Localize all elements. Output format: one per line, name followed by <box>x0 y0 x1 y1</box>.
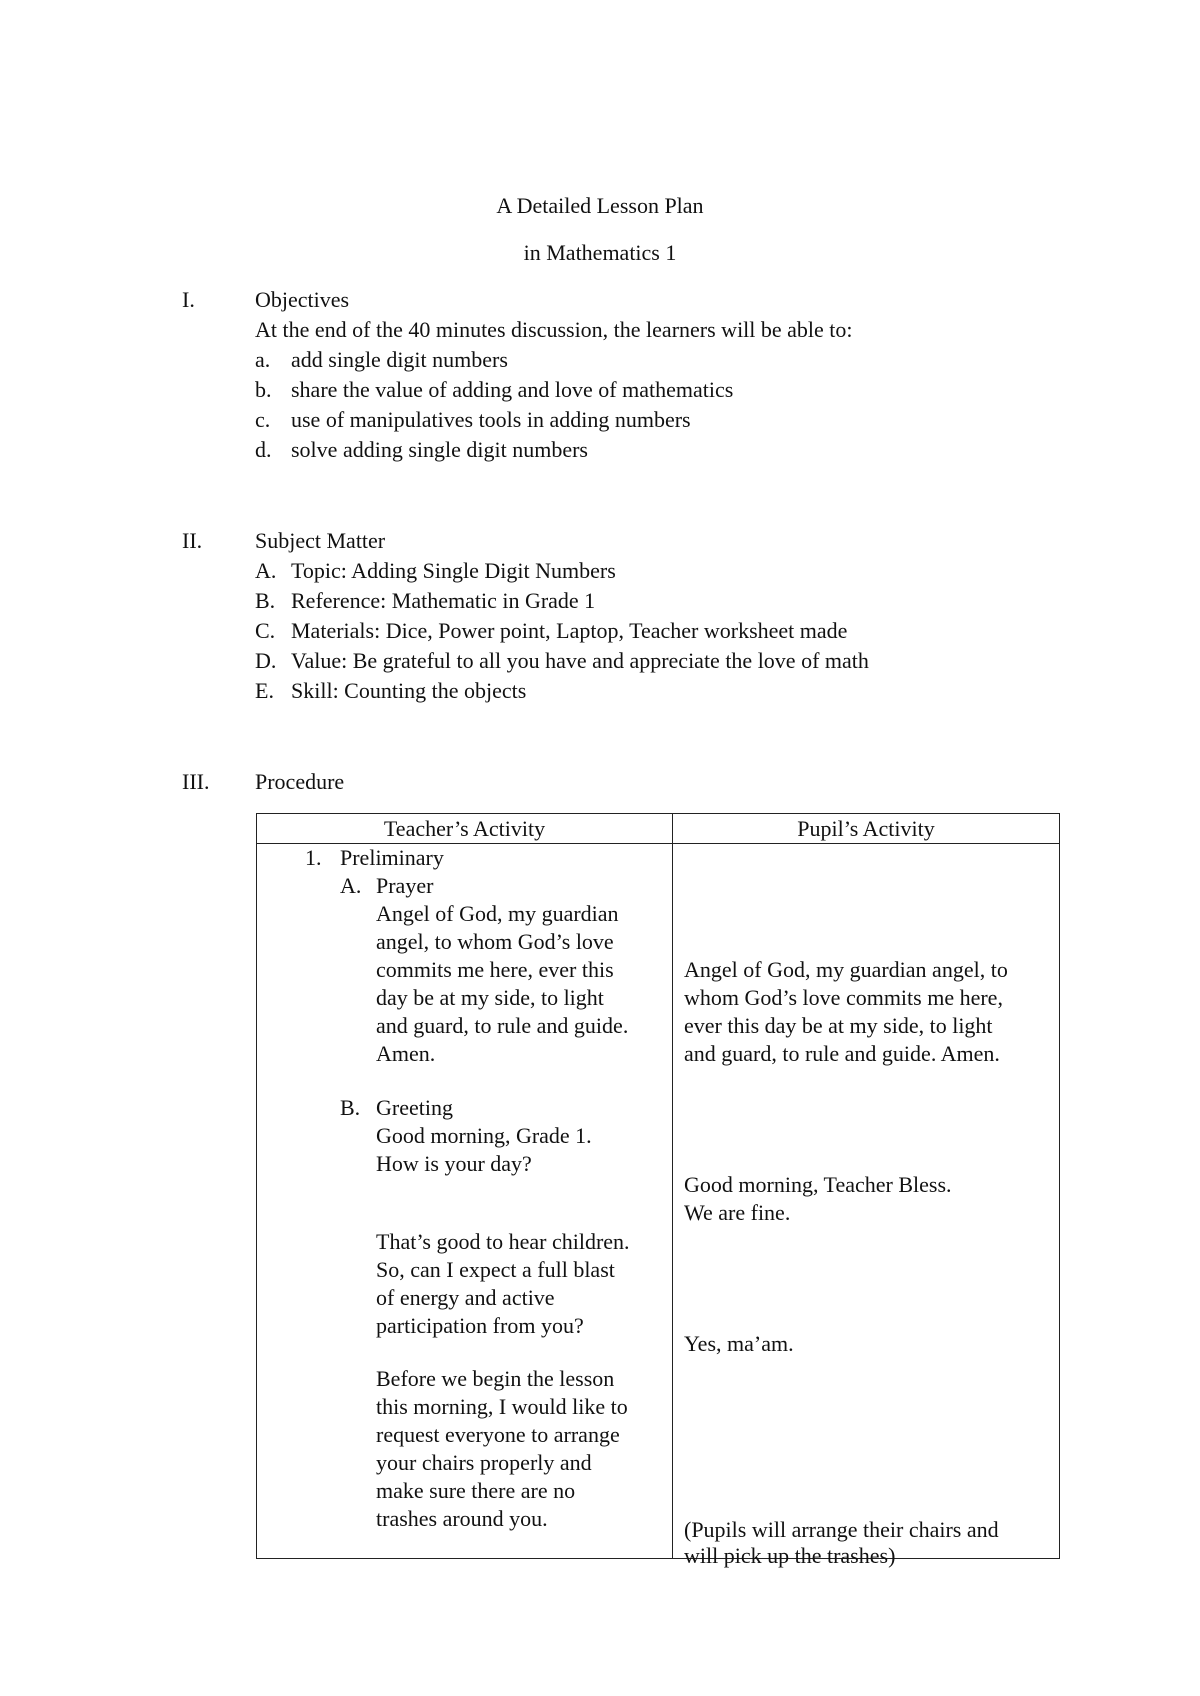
objective-label: b. <box>255 377 272 402</box>
pupil-prayer-line: and guard, to rule and guide. Amen. <box>684 1041 1000 1066</box>
teacher-instruction-line: trashes around you. <box>376 1506 548 1531</box>
section-numeral-procedure: III. <box>182 769 210 794</box>
objective-item: solve adding single digit numbers <box>291 437 588 462</box>
prayer-label: A. <box>340 873 362 898</box>
pupil-prayer-line: Angel of God, my guardian angel, to <box>684 957 1008 982</box>
teacher-followup-line: participation from you? <box>376 1313 584 1338</box>
subject-matter-item: Materials: Dice, Power point, Laptop, Teacher worksheet made <box>291 618 848 643</box>
teacher-followup-line: That’s good to hear children. <box>376 1229 630 1254</box>
greeting-label: B. <box>340 1095 361 1120</box>
table-header-row <box>257 814 1060 844</box>
greeting-heading: Greeting <box>376 1095 453 1120</box>
pupil-prayer-line: whom God’s love commits me here, <box>684 985 1003 1010</box>
teacher-instruction-line: request everyone to arrange <box>376 1422 620 1447</box>
section-heading-objectives: Objectives <box>255 287 350 312</box>
pupil-answer-line: Yes, ma’am. <box>684 1331 794 1356</box>
teacher-instruction-line: this morning, I would like to <box>376 1394 628 1419</box>
subject-matter-label: B. <box>255 588 276 613</box>
teacher-instruction-line: your chairs properly and <box>376 1450 592 1475</box>
document-title: A Detailed Lesson Plan <box>496 193 704 218</box>
teacher-prayer-line: angel, to whom God’s love <box>376 929 614 954</box>
pupil-action-line: (Pupils will arrange their chairs and <box>684 1517 999 1542</box>
subject-matter-label: D. <box>255 648 277 673</box>
section-heading-subject-matter: Subject Matter <box>255 528 386 553</box>
objectives-intro: At the end of the 40 minutes discussion, the learners will be able to: <box>255 317 853 342</box>
objective-label: a. <box>255 347 271 372</box>
pupil-prayer-line: ever this day be at my side, to light <box>684 1013 993 1038</box>
objective-item: share the value of adding and love of mathematics <box>291 377 734 402</box>
section-numeral-subject-matter: II. <box>182 528 203 553</box>
pupil-greeting-line: Good morning, Teacher Bless. <box>684 1172 952 1197</box>
subject-matter-item: Reference: Mathematic in Grade 1 <box>291 588 596 613</box>
procedure-table <box>256 813 1060 1568</box>
pupil-action-line: will pick up the trashes) <box>684 1543 896 1568</box>
subject-matter-label: C. <box>255 618 276 643</box>
pupil-greeting-line: We are fine. <box>684 1200 791 1225</box>
header-pupil-activity: Pupil’s Activity <box>673 814 1060 844</box>
section-numeral-objectives: I. <box>182 287 195 312</box>
teacher-activity-cell <box>257 844 673 1559</box>
subject-matter-item: Value: Be grateful to all you have and appreciate the love of math <box>291 648 869 673</box>
header-teacher-activity: Teacher’s Activity <box>257 814 673 844</box>
section-heading-procedure: Procedure <box>255 769 345 794</box>
teacher-prayer-line: commits me here, ever this <box>376 957 614 982</box>
teacher-followup-line: of energy and active <box>376 1285 555 1310</box>
objective-label: c. <box>255 407 271 432</box>
preliminary-number: 1. <box>305 845 322 870</box>
teacher-greeting-line: How is your day? <box>376 1151 532 1176</box>
subject-matter-item: Topic: Adding Single Digit Numbers <box>291 558 616 583</box>
teacher-prayer-line: Angel of God, my guardian <box>376 901 619 926</box>
subject-matter-item: Skill: Counting the objects <box>291 678 527 703</box>
objective-item: use of manipulatives tools in adding numbers <box>291 407 691 432</box>
teacher-prayer-line: day be at my side, to light <box>376 985 604 1010</box>
subject-matter-label: E. <box>255 678 274 703</box>
teacher-instruction-line: Before we begin the lesson <box>376 1366 615 1391</box>
preliminary-heading: Preliminary <box>340 845 444 870</box>
teacher-followup-line: So, can I expect a full blast <box>376 1257 615 1282</box>
teacher-prayer-line: Amen. <box>376 1041 436 1066</box>
prayer-heading: Prayer <box>376 873 434 898</box>
objective-label: d. <box>255 437 272 462</box>
pupil-activity-cell <box>673 844 1060 1568</box>
document-subtitle: in Mathematics 1 <box>523 240 677 265</box>
subject-matter-label: A. <box>255 558 277 583</box>
teacher-prayer-line: and guard, to rule and guide. <box>376 1013 629 1038</box>
objective-item: add single digit numbers <box>291 347 508 372</box>
teacher-greeting-line: Good morning, Grade 1. <box>376 1123 592 1148</box>
table-row <box>257 844 1060 1559</box>
teacher-instruction-line: make sure there are no <box>376 1478 576 1503</box>
